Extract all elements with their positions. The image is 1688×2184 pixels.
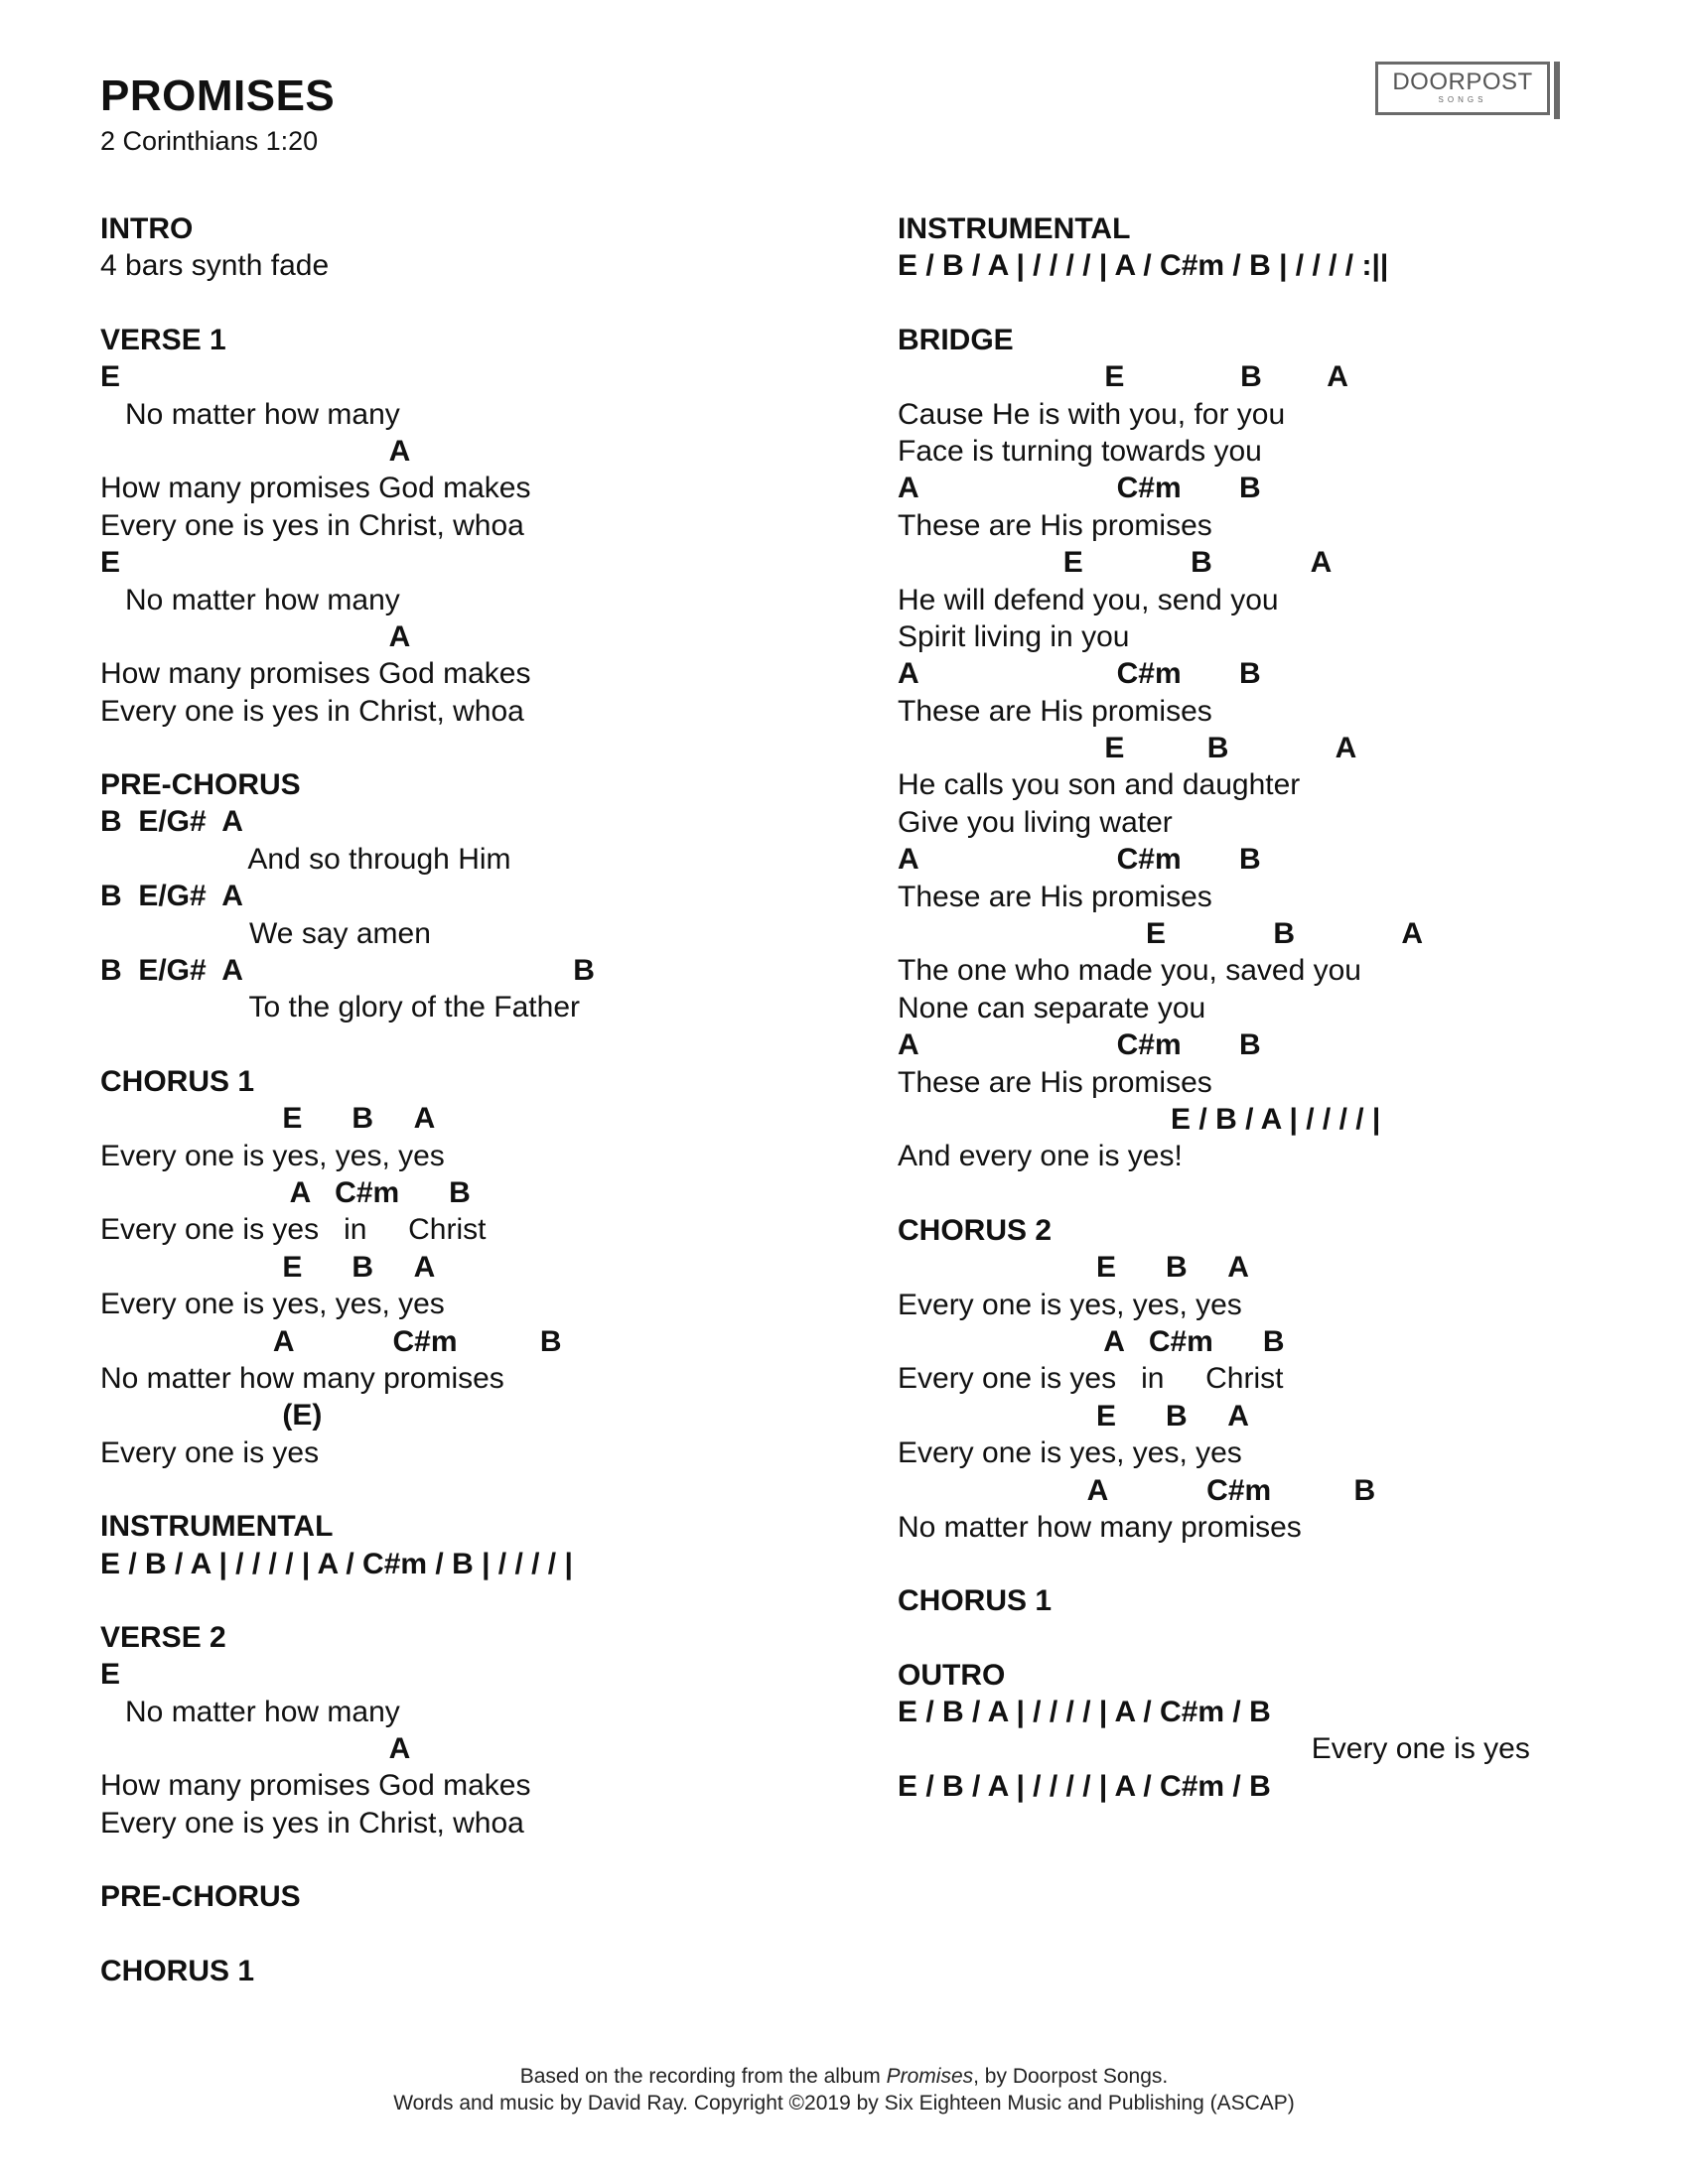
chord-line: (E) [100,1399,323,1433]
scripture-reference: 2 Corinthians 1:20 [100,126,319,156]
lyric-line: Every one is yes, yes, yes [100,1139,445,1172]
song-section [100,766,855,1026]
song-section [100,1953,855,1989]
section-heading: PRE-CHORUS [100,768,301,802]
lyric-line: These are His promises [898,694,1212,728]
logo-sub-text: SONGS [1438,95,1487,104]
chord-line: E B A [100,1250,436,1284]
lyric-line: Every one is yes in Christ, whoa [100,694,524,728]
lyric-line: How many promises God makes [100,657,531,691]
section-heading: CHORUS 1 [898,1584,1053,1618]
lyric-line: How many promises God makes [100,1769,531,1803]
lyric-line: Every one is yes in Christ [100,1213,487,1247]
chord-line: E [100,1658,121,1692]
lyric-line: Every one is yes in Christ, whoa [100,1806,524,1840]
lyric-line: No matter how many promises [898,1510,1302,1544]
chord-line: A C#m B [898,1028,1261,1062]
section-heading: INTRO [100,212,194,245]
chord-line: E B A [100,1102,436,1136]
song-section [100,1508,855,1582]
section-heading: INSTRUMENTAL [100,1510,334,1544]
lyric-line: Every one is yes, yes, yes [100,1288,445,1321]
song-section [100,1878,855,1915]
chord-line: E / B / A | / / / / | A / C#m / B [898,1696,1271,1729]
footer-recording-note [0,2065,1688,2089]
chord-line: A C#m B [898,1473,1376,1507]
chord-line: A C#m B [100,1175,471,1209]
chord-line: E B A [898,1399,1249,1433]
lyric-line: No matter how many promises [100,1361,504,1395]
footer-copyright: Words and music by David Ray. Copyright ©2019 by Six Eighteen Music and Publishing (ASCAP) [393,2092,1295,2115]
lyric-line: Give you living water [898,805,1173,839]
footer-prefix: Based on the recording from the album [519,2065,887,2088]
lyric-line: These are His promises [898,508,1212,542]
lyric-line: To the glory of the Father [100,991,581,1024]
lyric-line: Every one is yes, yes, yes [898,1288,1242,1321]
lyric-line: Every one is yes in Christ [898,1362,1284,1396]
lyric-line: Every one is yes in Christ, whoa [100,508,524,542]
lyric-line: Every one is yes [898,1732,1530,1766]
section-heading: CHORUS 1 [100,1954,255,1987]
chord-line: E B A [898,360,1348,394]
chord-line: A C#m B [898,657,1261,691]
left-column [100,210,855,2026]
logo-main-text: DOORPOST [1392,68,1533,95]
lyric-line: Face is turning towards you [898,434,1262,468]
chord-line: A C#m B [100,1324,562,1358]
chord-line: B E/G# A [100,805,243,839]
chord-line: A C#m B [898,843,1261,877]
lyric-line: The one who made you, saved you [898,954,1361,988]
lyric-line: These are His promises [898,1065,1212,1099]
chord-line: A [100,619,411,653]
chord-line: A [100,1732,411,1766]
lyric-line: We say amen [100,916,431,950]
chord-line: E [100,360,121,394]
song-section [898,1657,1652,1806]
lyric-line: He will defend you, send you [898,583,1279,616]
song-section [100,322,855,730]
song-section [898,1582,1652,1619]
chord-line: A C#m B [898,472,1261,505]
chord-line: E B A [898,917,1423,951]
chord-line: A [100,434,411,468]
section-heading: OUTRO [898,1658,1006,1692]
section-heading: BRIDGE [898,323,1014,356]
lyric-line: And so through Him [100,842,511,876]
chord-line: E B A [898,732,1357,765]
chord-line: E B A [898,546,1333,580]
chord-line: E / B / A | / / / / | A / C#m / B | / / / / :|| [898,249,1389,283]
footer-album: Promises [886,2065,974,2088]
song-section [898,1212,1652,1547]
section-heading: CHORUS 2 [898,1213,1053,1247]
footer-suffix: , by Doorpost Songs. [973,2065,1169,2088]
lyric-line: Every one is yes [100,1435,320,1469]
chord-line: E / B / A | / / / / | [898,1102,1381,1136]
lyric-line: He calls you son and daughter [898,768,1301,802]
section-heading: VERSE 1 [100,323,226,356]
logo-door-icon [1554,62,1560,119]
chord-line: B E/G# A B [100,954,595,988]
song-section [898,210,1652,285]
chord-line: E B A [898,1251,1249,1285]
lyric-line: And every one is yes! [898,1140,1183,1173]
lyric-line: 4 bars synth fade [100,249,330,283]
chord-line: E / B / A | / / / / | A / C#m / B | / / / / | [100,1547,573,1580]
lyric-line: Every one is yes, yes, yes [898,1436,1242,1470]
song-title: PROMISES [100,71,336,120]
lyric-line: No matter how many [100,1695,400,1728]
chord-line: B E/G# A [100,880,243,913]
song-section [898,322,1652,1175]
chord-line: E / B / A | / / / / | A / C#m / B [898,1769,1271,1803]
lyric-line: No matter how many [100,397,400,431]
song-section [100,1063,855,1471]
chord-line: E [100,546,121,580]
section-heading: VERSE 2 [100,1620,226,1654]
section-heading: CHORUS 1 [100,1064,255,1098]
doorpost-logo [1375,62,1550,115]
lyric-line: These are His promises [898,880,1212,913]
lyric-line: None can separate you [898,991,1206,1024]
song-section [100,1619,855,1842]
lyric-line: How many promises God makes [100,472,531,505]
lyric-line: Cause He is with you, for you [898,397,1286,431]
song-section [100,210,855,285]
chord-line: A C#m B [898,1324,1285,1358]
right-column [898,210,1652,1842]
lyric-line: No matter how many [100,583,400,616]
section-heading: INSTRUMENTAL [898,212,1131,245]
section-heading: PRE-CHORUS [100,1880,301,1914]
lyric-line: Spirit living in you [898,619,1130,653]
